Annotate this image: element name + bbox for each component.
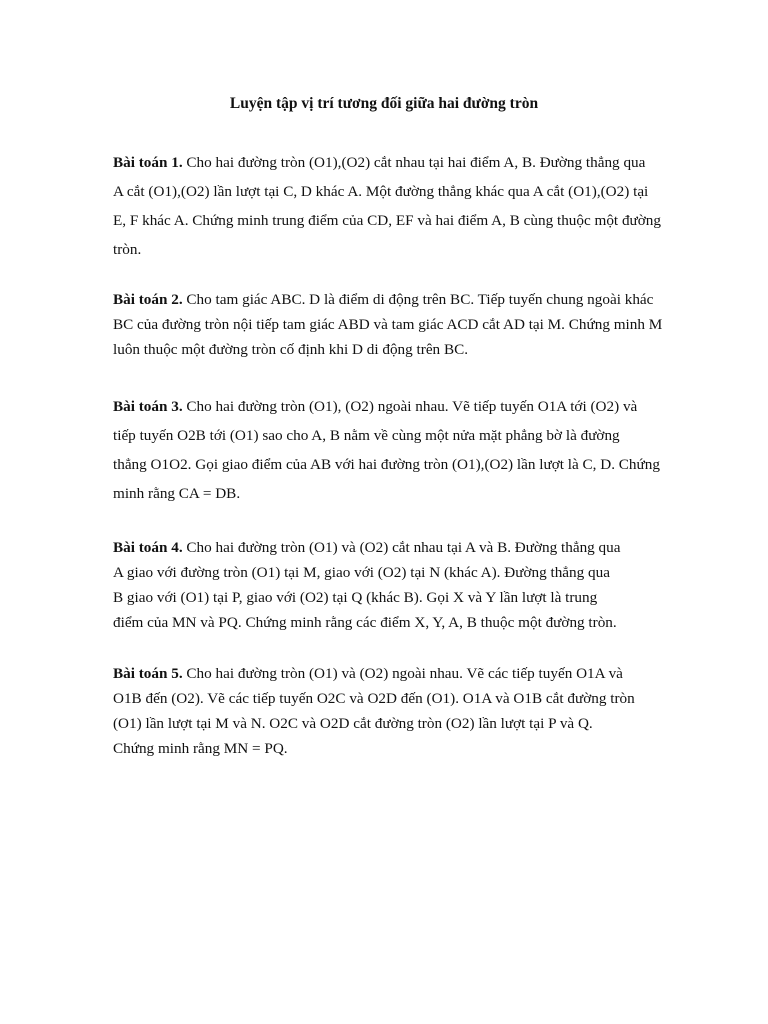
- problem-text: Cho hai đường tròn (O1) và (O2) ngoài nhau. Vẽ các tiếp tuyến O1A và: [186, 665, 623, 682]
- problem-5: [113, 661, 656, 761]
- problem-line: E, F khác A. Chứng minh trung điểm của CD, EF và hai điểm A, B cùng thuộc một đường: [113, 212, 661, 229]
- problem-line: thẳng O1O2. Gọi giao điểm của AB với hai đường tròn (O1),(O2) lần lượt là C, D. Chứng: [113, 456, 660, 473]
- problem-line: minh rằng CA = DB.: [113, 485, 241, 502]
- problem-line: [113, 535, 656, 560]
- problem-label: Bài toán 5.: [113, 665, 183, 682]
- problem-2: [113, 287, 663, 362]
- problem-label: Bài toán 4.: [113, 539, 183, 556]
- problem-label: Bài toán 1.: [113, 154, 183, 171]
- problem-line: [113, 287, 656, 312]
- problem-line: [113, 148, 656, 177]
- problem-1: [113, 148, 661, 264]
- problem-4: [113, 535, 656, 635]
- problem-line: luôn thuộc một đường tròn cố định khi D di động trên BC.: [113, 341, 469, 358]
- problem-text: Cho tam giác ABC. D là điểm di động trên BC. Tiếp tuyến chung ngoài khác: [186, 291, 654, 308]
- problem-text: Cho hai đường tròn (O1), (O2) ngoài nhau. Vẽ tiếp tuyến O1A tới (O2) và: [186, 398, 638, 415]
- problem-line: Chứng minh rằng MN = PQ.: [113, 740, 288, 757]
- problem-label: Bài toán 3.: [113, 398, 183, 415]
- problem-text: Cho hai đường tròn (O1),(O2) cắt nhau tại hai điểm A, B. Đường thẳng qua: [186, 154, 646, 171]
- problem-text: Cho hai đường tròn (O1) và (O2) cắt nhau tại A và B. Đường thẳng qua: [186, 539, 621, 556]
- problem-line: A cắt (O1),(O2) lần lượt tại C, D khác A. Một đường thẳng khác qua A cắt (O1),(O2) tại: [113, 183, 649, 200]
- problem-line: B giao với (O1) tại P, giao với (O2) tại Q (khác B). Gọi X và Y lần lượt là trung: [113, 589, 598, 606]
- problem-line: tiếp tuyến O2B tới (O1) sao cho A, B nằm về cùng một nửa mặt phẳng bờ là đường: [113, 427, 620, 444]
- problem-line: BC của đường tròn nội tiếp tam giác ABD và tam giác ACD cắt AD tại M. Chứng minh M: [113, 316, 663, 333]
- problem-line: [113, 392, 656, 421]
- problem-3: [113, 392, 660, 508]
- problem-line: điểm của MN và PQ. Chứng minh rằng các điểm X, Y, A, B thuộc một đường tròn.: [113, 614, 617, 631]
- problem-line: O1B đến (O2). Vẽ các tiếp tuyến O2C và O2D đến (O1). O1A và O1B cắt đường tròn: [113, 690, 635, 707]
- problem-line: A giao với đường tròn (O1) tại M, giao với (O2) tại N (khác A). Đường thẳng qua: [113, 564, 610, 581]
- problem-line: [113, 661, 656, 686]
- problem-line: (O1) lần lượt tại M và N. O2C và O2D cắt đường tròn (O2) lần lượt tại P và Q.: [113, 715, 593, 732]
- problem-line: tròn.: [113, 241, 142, 258]
- document-title: Luyện tập vị trí tương đối giữa hai đường tròn: [229, 95, 539, 112]
- problem-label: Bài toán 2.: [113, 291, 183, 308]
